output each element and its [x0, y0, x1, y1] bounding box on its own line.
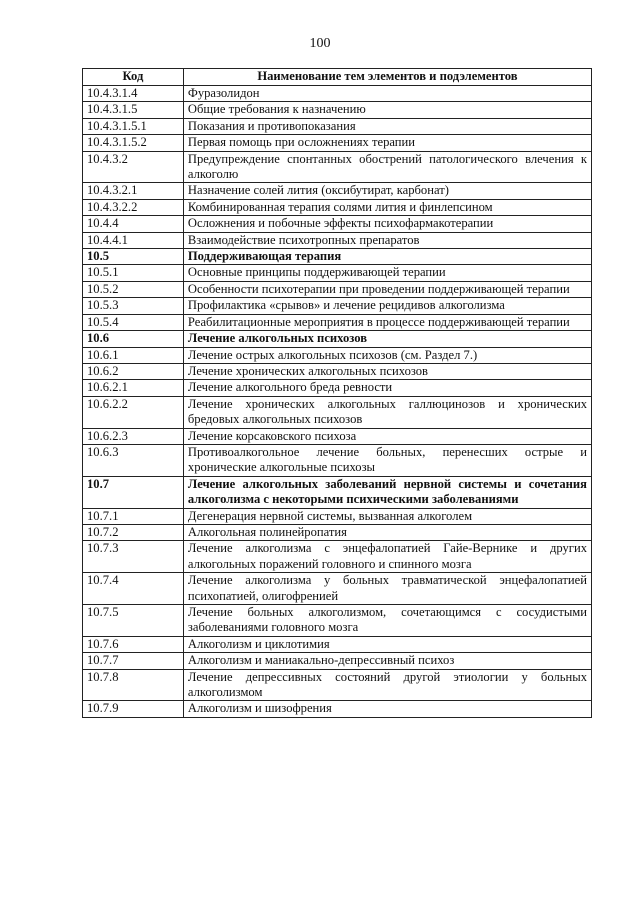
row-code: 10.6.2.2 [83, 396, 184, 428]
table-row [83, 199, 592, 215]
row-topic-name: Особенности психотерапии при проведении поддерживающей терапии [183, 281, 591, 297]
table-row [83, 669, 592, 701]
table-row [83, 232, 592, 248]
page-number: 100 [309, 36, 331, 51]
row-topic-name: Лечение алкогольных заболеваний нервной системы и сочетания алкоголизма с некоторыми психическими заболеваниями [183, 476, 591, 508]
row-code: 10.7.4 [83, 573, 184, 605]
row-topic-name: Противоалкогольное лечение больных, перенесших острые и хронические алкогольные психозы [183, 444, 591, 476]
table-row [83, 508, 592, 524]
row-code: 10.7.9 [83, 701, 184, 717]
row-topic-name: Дегенерация нервной системы, вызванная алкоголем [183, 508, 591, 524]
table-row [83, 396, 592, 428]
row-topic-name: Осложнения и побочные эффекты психофармакотерапии [183, 216, 591, 232]
table-row [83, 86, 592, 102]
row-code: 10.6 [83, 331, 184, 347]
row-code: 10.5.3 [83, 298, 184, 314]
row-code: 10.4.3.1.5 [83, 102, 184, 118]
row-topic-name: Лечение хронических алкогольных галлюцинозов и хронических бредовых алкогольных психозов [183, 396, 591, 428]
row-topic-name: Алкогольная полинейропатия [183, 524, 591, 540]
table-row [83, 102, 592, 118]
row-topic-name: Лечение алкоголизма у больных травматической энцефалопатией психопатией, олигофренией [183, 573, 591, 605]
table-row [83, 347, 592, 363]
table-row [83, 265, 592, 281]
table-row [83, 363, 592, 379]
row-code: 10.6.2.1 [83, 380, 184, 396]
table-row [83, 444, 592, 476]
row-code: 10.5 [83, 249, 184, 265]
row-topic-name: Лечение алкоголизма с энцефалопатией Гайе-Вернике и других алкогольных поражений головного и спинного мозга [183, 541, 591, 573]
row-code: 10.7.1 [83, 508, 184, 524]
row-topic-name: Назначение солей лития (оксибутират, карбонат) [183, 183, 591, 199]
row-topic-name: Лечение алкогольных психозов [183, 331, 591, 347]
table-row [83, 151, 592, 183]
row-topic-name: Поддерживающая терапия [183, 249, 591, 265]
table-body [83, 86, 592, 718]
row-code: 10.4.3.2 [83, 151, 184, 183]
row-code: 10.4.3.1.4 [83, 86, 184, 102]
row-topic-name: Алкоголизм и циклотимия [183, 636, 591, 652]
row-code: 10.4.3.1.5.1 [83, 118, 184, 134]
table-row [83, 605, 592, 637]
row-topic-name: Лечение острых алкогольных психозов (см. Раздел 7.) [183, 347, 591, 363]
table-row [83, 653, 592, 669]
row-topic-name: Лечение больных алкоголизмом, сочетающимся с сосудистыми заболеваниями головного мозга [183, 605, 591, 637]
row-topic-name: Основные принципы поддерживающей терапии [183, 265, 591, 281]
table-header-row [83, 69, 592, 86]
row-code: 10.5.1 [83, 265, 184, 281]
table-row [83, 636, 592, 652]
table-row [83, 380, 592, 396]
table-row [83, 541, 592, 573]
row-topic-name: Лечение корсаковского психоза [183, 428, 591, 444]
row-topic-name: Показания и противопоказания [183, 118, 591, 134]
row-code: 10.6.2.3 [83, 428, 184, 444]
table-row [83, 428, 592, 444]
row-topic-name: Фуразолидон [183, 86, 591, 102]
table-row [83, 573, 592, 605]
table-row [83, 476, 592, 508]
row-code: 10.4.3.2.1 [83, 183, 184, 199]
row-code: 10.7.5 [83, 605, 184, 637]
row-topic-name: Лечение хронических алкогольных психозов [183, 363, 591, 379]
table-row [83, 524, 592, 540]
row-code: 10.7.3 [83, 541, 184, 573]
row-code: 10.4.4.1 [83, 232, 184, 248]
row-code: 10.7 [83, 476, 184, 508]
table-row [83, 216, 592, 232]
table-row [83, 281, 592, 297]
row-code: 10.7.2 [83, 524, 184, 540]
table-row [83, 135, 592, 151]
table-row [83, 249, 592, 265]
table-row [83, 118, 592, 134]
row-topic-name: Алкоголизм и маниакально-депрессивный психоз [183, 653, 591, 669]
row-code: 10.6.3 [83, 444, 184, 476]
row-topic-name: Лечение депрессивных состояний другой этиологии у больных алкоголизмом [183, 669, 591, 701]
table-row [83, 314, 592, 330]
table-row [83, 331, 592, 347]
row-code: 10.7.8 [83, 669, 184, 701]
name-column-header: Наименование тем элементов и подэлементов [183, 69, 591, 86]
row-topic-name: Комбинированная терапия солями лития и финлепсином [183, 199, 591, 215]
row-topic-name: Реабилитационные мероприятия в процессе поддерживающей терапии [183, 314, 591, 330]
row-code: 10.6.2 [83, 363, 184, 379]
row-code: 10.4.4 [83, 216, 184, 232]
row-code: 10.5.4 [83, 314, 184, 330]
row-code: 10.6.1 [83, 347, 184, 363]
row-code: 10.5.2 [83, 281, 184, 297]
row-code: 10.4.3.1.5.2 [83, 135, 184, 151]
row-code: 10.4.3.2.2 [83, 199, 184, 215]
table-row [83, 701, 592, 717]
table-row [83, 298, 592, 314]
code-column-header: Код [83, 69, 184, 86]
row-topic-name: Общие требования к назначению [183, 102, 591, 118]
table-row [83, 183, 592, 199]
row-topic-name: Алкоголизм и шизофрения [183, 701, 591, 717]
topics-table [82, 68, 592, 718]
row-topic-name: Первая помощь при осложнениях терапии [183, 135, 591, 151]
row-topic-name: Лечение алкогольного бреда ревности [183, 380, 591, 396]
row-topic-name: Предупреждение спонтанных обострений патологического влечения к алкоголю [183, 151, 591, 183]
row-code: 10.7.6 [83, 636, 184, 652]
row-topic-name: Взаимодействие психотропных препаратов [183, 232, 591, 248]
row-topic-name: Профилактика «срывов» и лечение рецидивов алкоголизма [183, 298, 591, 314]
row-code: 10.7.7 [83, 653, 184, 669]
